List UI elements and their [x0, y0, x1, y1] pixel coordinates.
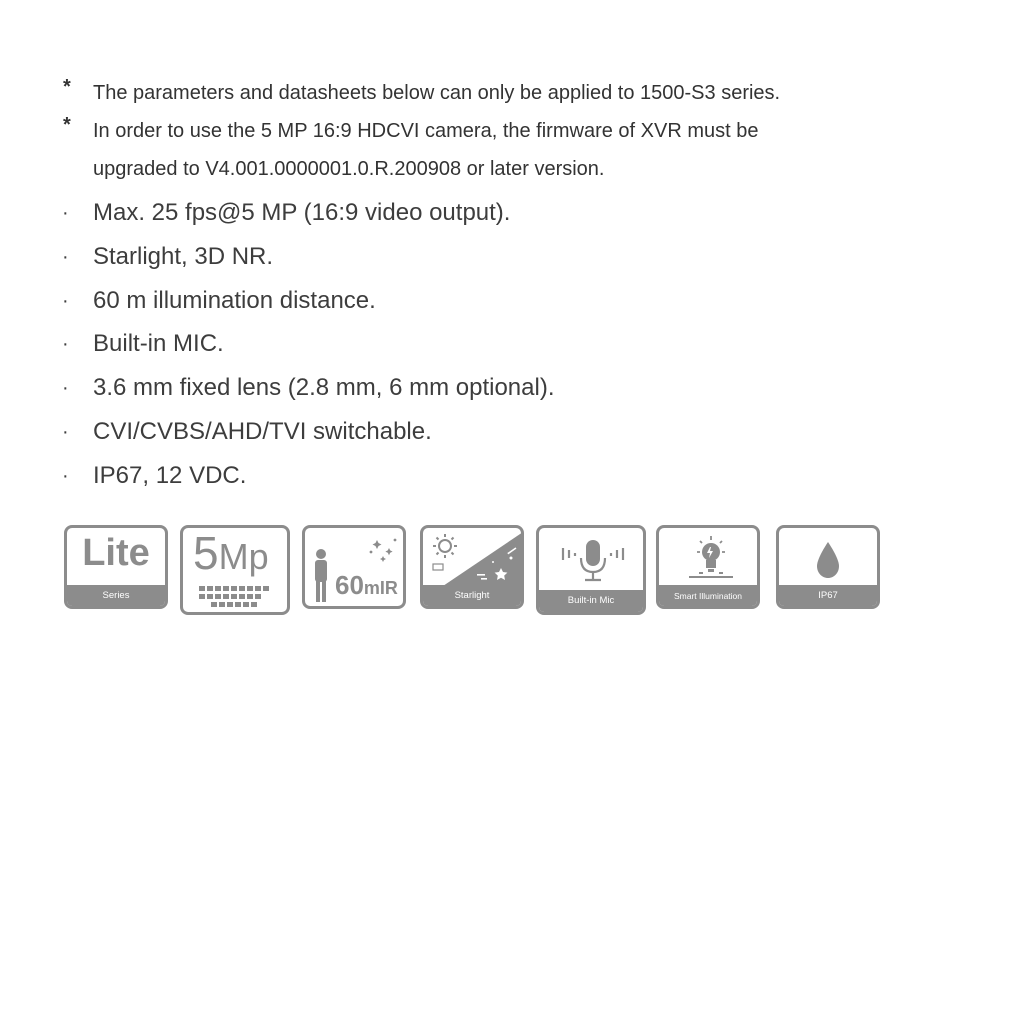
feature-item	[60, 368, 960, 412]
note-item	[60, 112, 960, 188]
ir-distance-badge	[302, 525, 406, 609]
bullet-dot: ·	[62, 289, 69, 312]
note-item	[60, 74, 960, 112]
bullet-dot: ·	[62, 245, 69, 268]
badge-label: Starlight	[423, 585, 521, 606]
note-text: In order to use the 5 MP 16:9 HDCVI camera, the firmware of XVR must be	[93, 120, 759, 142]
feature-text: IP67, 12 VDC.	[93, 461, 247, 489]
starlight-badge	[420, 525, 524, 609]
feature-text: Starlight, 3D NR.	[93, 242, 274, 270]
feature-text: Max. 25 fps@5 MP (16:9 video output).	[93, 199, 511, 226]
bullet-dot: ·	[62, 333, 69, 356]
ir-distance-text	[335, 570, 398, 601]
resolution-number: 5	[193, 527, 219, 579]
bullet-dot: ·	[62, 420, 69, 443]
lite-series-badge	[64, 525, 168, 609]
feature-text: 60 m illumination distance.	[93, 286, 376, 314]
feature-item	[60, 193, 960, 237]
bullet-dot: ·	[62, 464, 69, 487]
lite-title: Lite	[82, 532, 150, 574]
smart-illumination-badge	[656, 525, 760, 609]
pixel-grid-icon	[183, 528, 290, 615]
feature-item	[60, 324, 960, 368]
feature-item	[60, 456, 960, 500]
feature-text: Built-in MIC.	[93, 330, 224, 358]
ir-distance-number: 60	[335, 570, 364, 600]
badge-label: Smart Illumination	[659, 585, 757, 606]
asterisk-mark: *	[63, 76, 71, 98]
resolution-badge	[180, 525, 290, 615]
feature-text: 3.6 mm fixed lens (2.8 mm, 6 mm optional).	[93, 374, 555, 402]
feature-item	[60, 237, 960, 281]
resolution-unit: Mp	[218, 536, 269, 577]
ip67-badge	[776, 525, 880, 609]
badge-label: Series	[67, 585, 165, 606]
note-text: upgraded to V4.001.0000001.0.R.200908 or later version.	[93, 158, 605, 180]
ir-distance-unit: mIR	[363, 578, 398, 598]
feature-list	[60, 193, 960, 500]
feature-badges	[64, 525, 884, 617]
feature-item	[60, 281, 960, 325]
built-in-mic-badge	[536, 525, 646, 615]
feature-text: CVI/CVBS/AHD/TVI switchable.	[93, 417, 432, 445]
badge-label: Built-in Mic	[539, 590, 643, 612]
feature-item	[60, 412, 960, 456]
asterisk-mark: *	[63, 114, 71, 136]
bullet-dot: ·	[62, 202, 69, 224]
bullet-dot: ·	[62, 377, 69, 400]
notes-list	[60, 74, 960, 188]
note-text: The parameters and datasheets below can only be applied to 1500-S3 series.	[93, 82, 781, 104]
badge-label: IP67	[779, 585, 877, 606]
